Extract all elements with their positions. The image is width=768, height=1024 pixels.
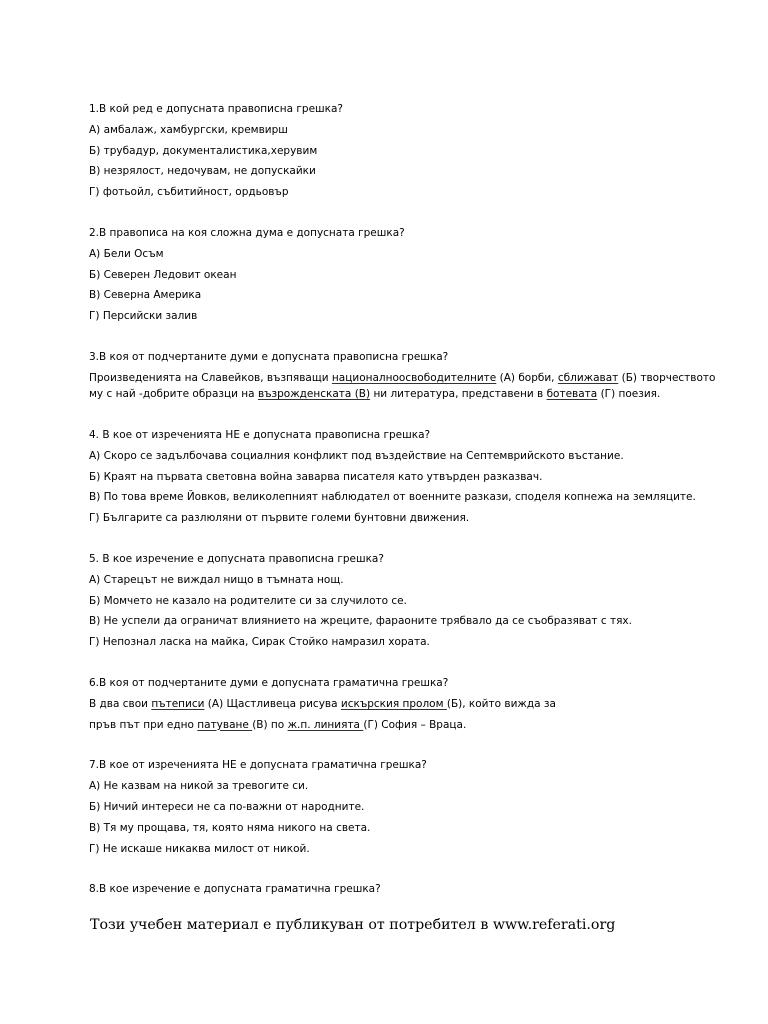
q2-option-b: Б) Северен Ледовит океан	[89, 268, 237, 281]
q6-passage-line-1	[89, 697, 689, 718]
q6-underlined-word-b: искърския пролом	[340, 697, 447, 710]
q5-option-d: Г) Непознал ласка на майка, Сирак Стойко намразил хората.	[89, 636, 430, 649]
q5-option-b: Б) Момчето не казало на родителите си за случилото се.	[89, 594, 407, 607]
q4-option-d: Г) Българите са разлюляни от първите големи бунтовни движения.	[89, 512, 470, 525]
q5-option-a: А) Старецът не виждал нищо в тъмната нощ.	[89, 573, 344, 586]
q6-text: (В) по	[252, 718, 288, 731]
q1-option-d: Г) фотьойл, събитийност, ордьовър	[89, 186, 289, 199]
q4-option-a: А) Скоро се задълбочава социалния конфликт под въздействие на Септемврийското въстание.	[89, 449, 624, 462]
q6-text: В два свои	[89, 697, 152, 710]
q3-text: (Б) творчеството	[618, 371, 716, 384]
spacer	[89, 408, 689, 428]
q2-option-a: А) Бели Осъм	[89, 247, 164, 260]
spacer	[89, 206, 689, 226]
question-2-title: 2.В правописа на коя сложна дума е допусната грешка?	[89, 226, 405, 239]
q6-text: (Б), който вижда за	[446, 697, 556, 710]
question-6-title: 6.В коя от подчертаните думи е допусната граматична грешка?	[89, 677, 449, 690]
q6-passage-line-2	[89, 718, 689, 739]
q3-underlined-word-c: възрожденската (В)	[257, 388, 371, 401]
footer-publisher-note: Този учебен материал е публикуван от потребител в www.referati.org	[90, 917, 616, 933]
spacer	[89, 330, 689, 350]
q3-underlined-word-d: ботевата	[546, 388, 598, 401]
q3-underlined-word-b: сближават	[557, 371, 619, 384]
q3-text: (А) борби,	[496, 371, 558, 384]
q3-passage-line-2	[89, 387, 689, 408]
spacer	[89, 656, 689, 676]
q6-text: (Г) София – Враца.	[363, 718, 467, 731]
question-3-title: 3.В коя от подчертаните думи е допусната правописна грешка?	[89, 350, 449, 363]
q1-option-c: В) незрялост, недочувам, не допускайки	[89, 165, 316, 178]
question-5-title: 5. В кое изречение е допусната правописна грешка?	[89, 553, 384, 566]
spacer	[89, 738, 689, 758]
q2-option-c: В) Северна Америка	[89, 289, 202, 302]
q1-option-b: Б) трубадур, документалистика,херувим	[89, 144, 318, 157]
q3-underlined-word-a: националноосвободителните	[331, 371, 497, 384]
test-document	[89, 102, 716, 903]
spacer	[89, 532, 689, 552]
q5-option-c: В) Не успели да ограничат влиянието на жреците, фараоните трябвало да се съобразяват с тях.	[89, 615, 632, 628]
question-8-title: 8.В кое изречение е допусната граматична грешка?	[89, 883, 381, 896]
q2-option-d: Г) Персийски залив	[89, 310, 198, 323]
q4-option-c: В) По това време Йовков, великолепният наблюдател от военните разкази, споделя копнежа на земляците.	[89, 491, 696, 504]
q6-underlined-word-d: ж.п. линията	[287, 718, 364, 731]
q3-text: ни литература, представени в	[370, 388, 547, 401]
q7-option-c: В) Тя му прощава, тя, която няма никого на света.	[89, 821, 371, 834]
q7-option-b: Б) Ничий интереси не са по-важни от народните.	[89, 801, 365, 814]
q7-option-a: А) Не казвам на никой за тревогите си.	[89, 780, 309, 793]
q6-underlined-word-a: пътеписи	[151, 697, 205, 710]
q7-option-d: Г) Не искаше никаква милост от никой.	[89, 842, 310, 855]
q3-passage-line-1	[89, 371, 716, 388]
question-4-title: 4. В кое от изреченията НЕ е допусната правописна грешка?	[89, 429, 431, 442]
q6-underlined-word-c: патуване	[197, 718, 253, 731]
q3-text: му с най -добрите образци на	[89, 388, 258, 401]
q3-text: Произведенията на Славейков, възпяващи	[89, 371, 332, 384]
question-1-title: 1.В кой ред е допусната правописна грешка?	[89, 103, 344, 115]
q4-option-b: Б) Краят на първата световна война заварва писателя като утвърден разказвач.	[89, 470, 543, 483]
spacer	[89, 862, 689, 882]
q6-text: (А) Щастливеца рисува	[204, 697, 341, 710]
q1-option-a: А) амбалаж, хамбургски, кремвирш	[89, 123, 288, 136]
question-7-title: 7.В кое от изреченията НЕ е допусната граматична грешка?	[89, 759, 427, 772]
q6-text: пръв път при едно	[89, 718, 198, 731]
q3-text: (Г) поезия.	[597, 388, 661, 401]
